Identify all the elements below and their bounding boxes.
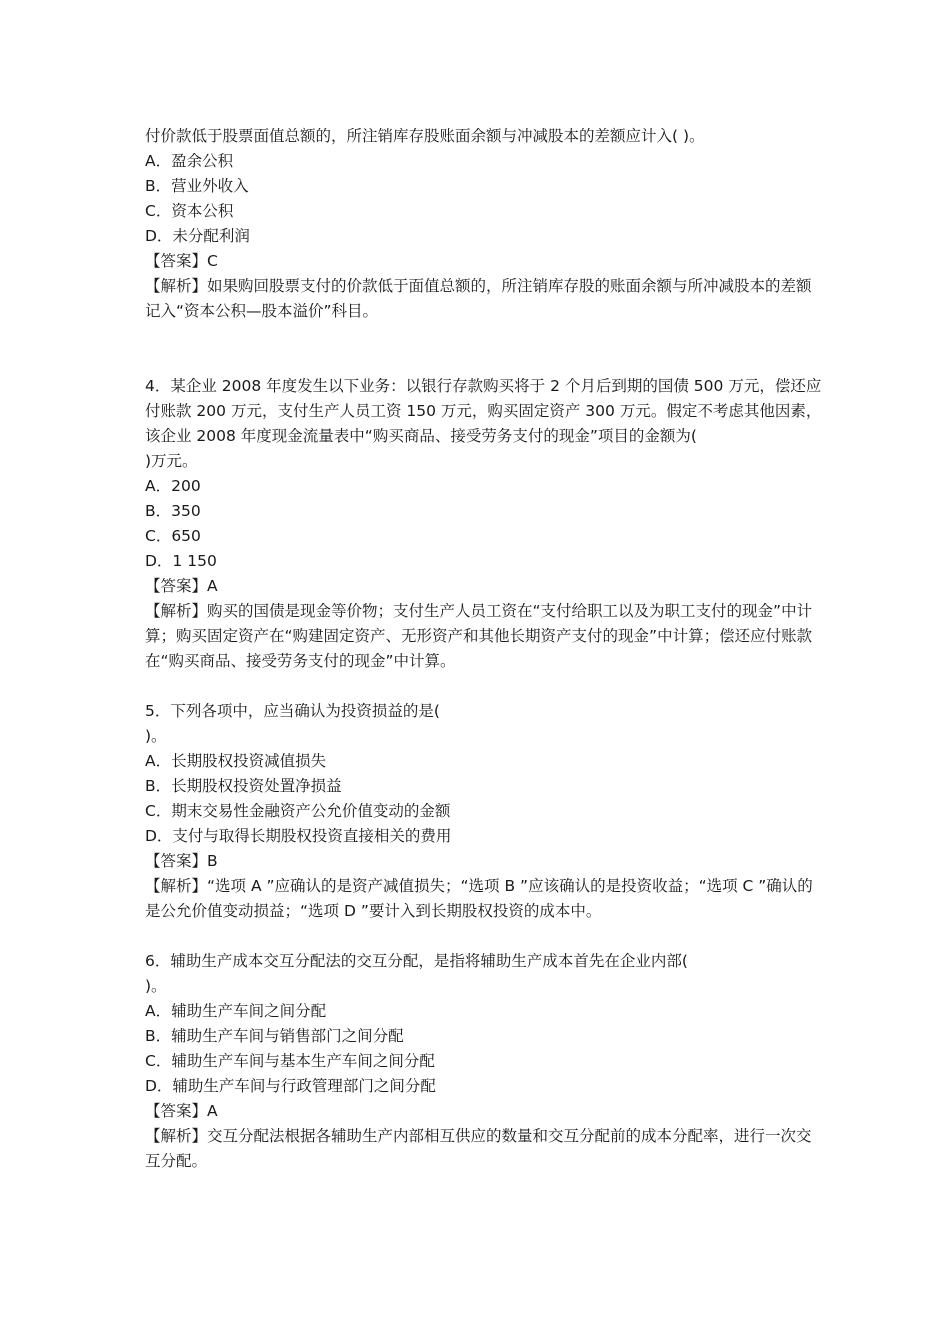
question-3 [145,124,825,324]
option-d: D．未分配利润 [145,227,250,245]
option-c: C．辅助生产车间与基本生产车间之间分配 [145,1052,435,1070]
question-5 [145,699,825,924]
question-stem: 付价款低于股票面值总额的，所注销库存股账面余额与冲减股本的差额应计入( )。 [145,127,705,145]
answer: 【答案】C [145,252,218,270]
answer: 【答案】B [145,852,218,870]
question-stem-end: )万元。 [145,452,198,470]
question-stem-end: )。 [145,727,167,745]
option-c: C．资本公积 [145,202,234,220]
option-b: B．长期股权投资处置净损益 [145,777,342,795]
option-d: D．1 150 [145,552,217,570]
option-b: B．营业外收入 [145,177,249,195]
option-c: C．650 [145,527,201,545]
question-6 [145,949,825,1174]
option-a: A．辅助生产车间之间分配 [145,1002,327,1020]
answer: 【答案】A [145,577,218,595]
option-d: D．辅助生产车间与行政管理部门之间分配 [145,1077,436,1095]
option-d: D．支付与取得长期股权投资直接相关的费用 [145,827,452,845]
option-c: C．期末交易性金融资产公允价值变动的金额 [145,802,451,820]
analysis: 【解析】“选项 A ”应确认的是资产减值损失；“选项 B ”应该确认的是投资收益；“选项 C ”确认的是公允价值变动损益；“选项 D ”要计入到长期股权投资的成本中。 [145,877,813,920]
option-a: A．盈余公积 [145,152,234,170]
question-stem: 5．下列各项中，应当确认为投资损益的是( [145,702,440,720]
question-stem-end: )。 [145,977,167,995]
analysis: 【解析】如果购回股票支付的价款低于面值总额的，所注销库存股的账面余额与所冲减股本的差额记入“资本公积—股本溢价”科目。 [145,277,812,320]
option-b: B．350 [145,502,201,520]
question-4 [145,374,825,674]
option-a: A．200 [145,477,201,495]
analysis: 【解析】交互分配法根据各辅助生产内部相互供应的数量和交互分配前的成本分配率，进行一次交互分配。 [145,1127,812,1170]
question-stem: 4．某企业 2008 年度发生以下业务：以银行存款购买将于 2 个月后到期的国债 500 万元，偿还应付账款 200 万元，支付生产人员工资 150 万元，购买固定资产 300 万元。假定不考虑其他因素，该企业 2008 年度现金流量表中“购买商品、接受劳务支付的现金”项目的金额为( [145,377,822,445]
option-a: A．长期股权投资减值损失 [145,752,327,770]
option-b: B．辅助生产车间与销售部门之间分配 [145,1027,404,1045]
question-stem: 6．辅助生产成本交互分配法的交互分配，是指将辅助生产成本首先在企业内部( [145,952,688,970]
document-page [145,124,825,1174]
analysis: 【解析】购买的国债是现金等价物；支付生产人员工资在“支付给职工以及为职工支付的现金”中计算；购买固定资产在“购建固定资产、无形资产和其他长期资产支付的现金”中计算；偿还应付账款在“购买商品、接受劳务支付的现金”中计算。 [145,602,813,670]
answer: 【答案】A [145,1102,218,1120]
